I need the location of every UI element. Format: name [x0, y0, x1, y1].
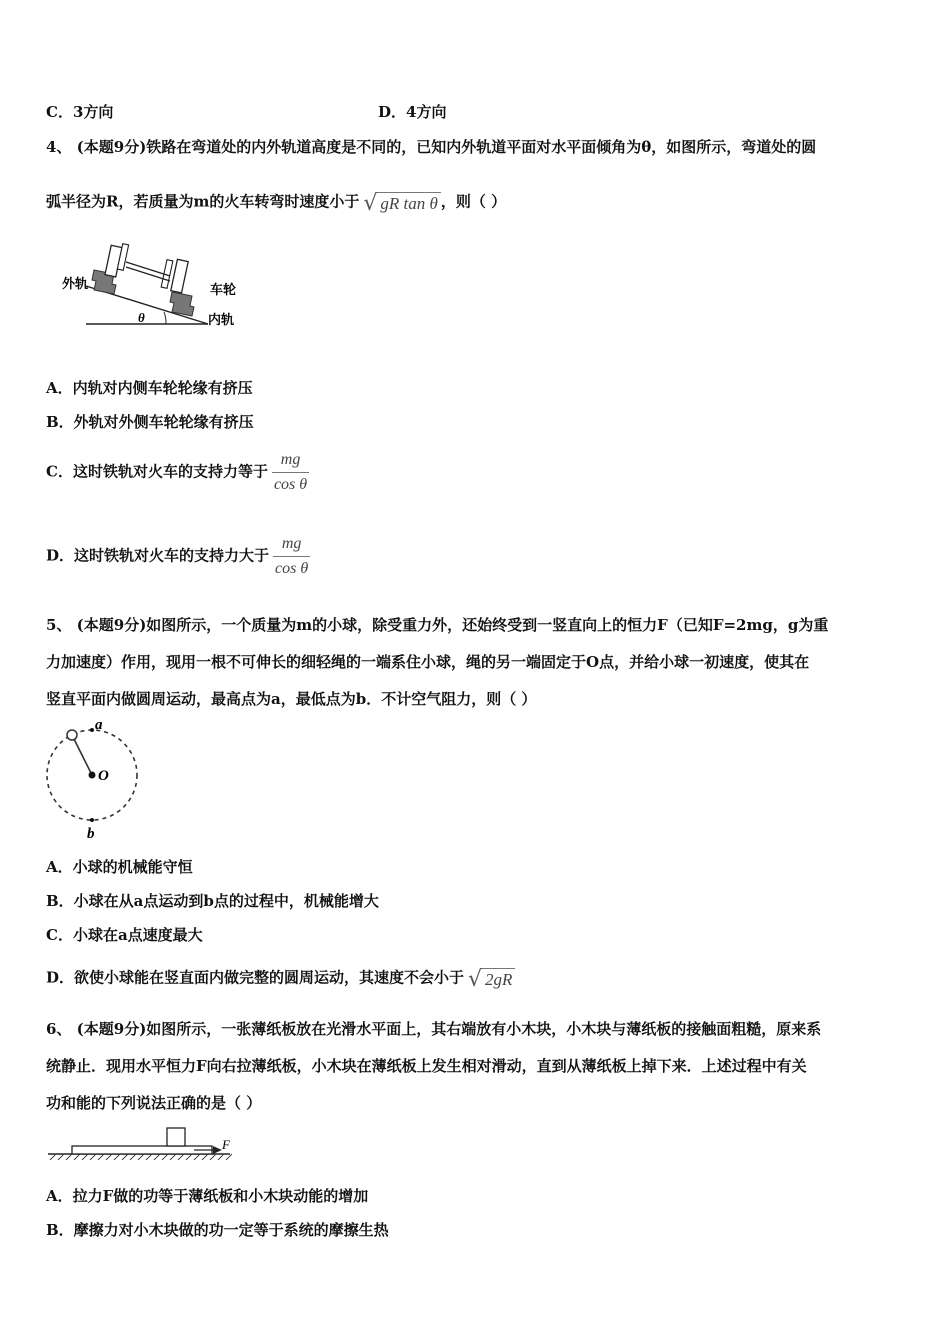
q6-option-b: B．摩擦力对小木块做的功一定等于系统的摩擦生热 — [46, 1221, 389, 1239]
q4-option-d — [46, 534, 310, 579]
q5-pivot-o — [89, 772, 96, 779]
q5-option-a: A．小球的机械能守恒 — [46, 858, 193, 876]
sqrt-icon: √ — [363, 191, 378, 216]
q6-stem-line1: 6、 (本题9分)如图所示，一张薄纸板放在光滑水平面上，其右端放有小木块，小木块与薄纸板的接触面粗糙，原来系 — [46, 1020, 822, 1038]
q5-label-b: b — [87, 826, 95, 842]
q5-figure-circle — [40, 716, 150, 844]
q4-label-inner: 内轨 — [208, 312, 235, 327]
q6-option-a: A．拉力F做的功等于薄纸板和小木块动能的增加 — [46, 1187, 369, 1205]
q4-option-c — [46, 450, 309, 495]
q6-figure-board — [44, 1122, 244, 1166]
q4-option-c-fraction — [272, 450, 309, 495]
q5-stem-line2: 力加速度）作用，现用一根不可伸长的细轻绳的一端系住小球，绳的另一端固定于O点，并给小球一初速度，使其在 — [46, 653, 810, 671]
sqrt-icon: √ — [468, 967, 483, 992]
q4-stem-line2-end: ，则（ ） — [440, 192, 507, 211]
q5-point-b — [90, 818, 94, 822]
q6-stem-line2: 统静止．现用水平恒力F向右拉薄纸板，小木块在薄纸板上发生相对滑动，直到从薄纸板上掉下来．上述过程中有关 — [46, 1057, 807, 1075]
q5-option-b: B．小球在从a点运动到b点的过程中，机械能增大 — [46, 892, 379, 910]
q6-label-f: F — [222, 1137, 230, 1152]
fraction-denominator: cos θ — [273, 556, 310, 579]
q4-wheel-right — [171, 259, 188, 293]
q3-option-c: C．3方向 — [46, 103, 114, 121]
q5-option-d-sqrt — [468, 966, 515, 991]
q4-sqrt-expr — [363, 190, 441, 215]
q5-label-o: O — [98, 768, 109, 784]
q4-figure-railway — [58, 240, 248, 332]
q4-angle-arc — [164, 312, 166, 324]
fraction-numerator: mg — [280, 451, 301, 468]
q4-option-a: A．内轨对内侧车轮轮缘有挤压 — [46, 379, 253, 397]
q4-option-d-fraction — [273, 534, 310, 579]
q5-label-a: a — [95, 717, 103, 733]
q3-option-d: D．4方向 — [378, 103, 447, 121]
q4-option-b: B．外轨对外侧车轮轮缘有挤压 — [46, 413, 254, 431]
q4-label-wheel: 车轮 — [210, 282, 237, 297]
q5-sqrt-body: 2gR — [482, 968, 515, 991]
fraction-numerator: mg — [281, 535, 302, 552]
q4-stem-line2 — [46, 190, 506, 215]
q4-label-theta: θ — [138, 310, 145, 325]
q4-option-d-text: D．这时铁轨对火车的支持力大于 — [46, 546, 270, 565]
q5-string — [73, 737, 92, 775]
q6-ground-hatch — [50, 1154, 232, 1160]
q5-option-c: C．小球在a点速度最大 — [46, 926, 203, 944]
q6-wood-block — [167, 1128, 185, 1146]
q4-stem-line1: 4、 (本题9分)铁路在弯道处的内外轨道高度是不同的，已知内外轨道平面对水平面倾角为θ，如图所示，弯道处的圆 — [46, 138, 817, 156]
q5-stem-line1: 5、 (本题9分)如图所示，一个质量为m的小球，除受重力外，还始终受到一竖直向上的恒力F（已知F=2mg，g为重 — [46, 616, 829, 634]
q5-option-d-text: D．欲使小球能在竖直面内做完整的圆周运动，其速度不会小于 — [46, 968, 465, 987]
fraction-denominator: cos θ — [272, 472, 309, 495]
q4-option-c-text: C．这时铁轨对火车的支持力等于 — [46, 462, 268, 481]
q4-sqrt-body: gR tan θ — [377, 192, 440, 215]
q6-stem-line3: 功和能的下列说法正确的是（ ） — [46, 1094, 262, 1112]
q5-point-a — [90, 728, 94, 732]
q5-stem-line3: 竖直平面内做圆周运动，最高点为a，最低点为b．不计空气阻力，则（ ） — [46, 690, 537, 708]
q4-label-outer: 外轨 — [62, 276, 89, 291]
q5-option-d — [46, 966, 515, 991]
q6-paper-board — [72, 1146, 212, 1154]
arrow-right-icon — [213, 1146, 222, 1154]
q5-ball — [67, 730, 77, 740]
q4-stem-line2-text: 弧半径为R，若质量为m的火车转弯时速度小于 — [46, 192, 360, 211]
q4-inner-rail — [170, 292, 194, 316]
